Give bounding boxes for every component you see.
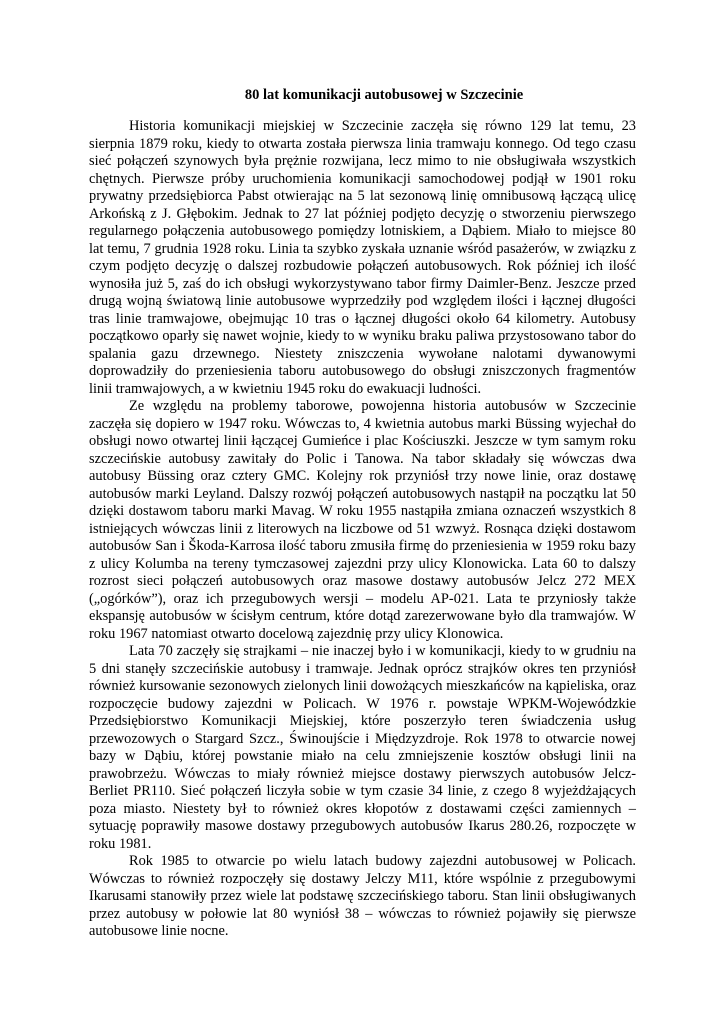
paragraph: Rok 1985 to otwarcie po wielu latach budowy zajezdni autobusowej w Policach. Wówczas to również rozpoczęły się dostawy Jelczy M11, które wspólnie z przegubowymi Ikarusami stanowiły przez wiele lat podstawę szczecińskiego taboru. Stan linii obsługiwanych przez autobusy w połowie lat 80 wyniósł 38 – wówczas to również pojawiły się pierwsze autobusowe linie nocne. (89, 853, 636, 939)
paragraph: Historia komunikacji miejskiej w Szczecinie zaczęła się równo 129 lat temu, 23 sierpnia 1879 roku, kiedy to otwarta została pierwsza linia tramwaju konnego. Od tego czasu sieć połączeń szynowych była prężnie rozwijana, lecz mimo to nie obsługiwała wszystkich chętnych. Pierwsze próby uruchomienia komunikacji samochodowej podjął w 1901 roku prywatny przedsiębiorca Pabst otwierając na 5 lat sezonową linię omnibusową łączącą ulicę Arkońską z J. Głębokim. Jednak to 27 lat później podjęto decyzję o stworzeniu pierwszego regularnego połączenia autobusowego pomiędzy lotniskiem, a Dąbiem. Miało to miejsce 80 lat temu, 7 grudnia 1928 roku. Linia ta szybko zyskała uznanie wśród pasażerów, w związku z czym podjęto decyzję o dalszej rozbudowie połączeń autobusowych. Rok później ich ilość wynosiła już 5, zaś do ich obsługi wykorzystywano tabor firmy Daimler-Benz. Jeszcze przed drugą wojną światową linie autobusowe wyprzedziły pod względem ilości i łącznej długości tras linie tramwajowe, obejmując 10 tras o łącznej długości około 64 kilometry. Autobusy początkowo oparły się nawet wojnie, kiedy to w wyniku braku paliwa przystosowano tabor do spalania gazu drzewnego. Niestety zniszczenia wywołane nalotami dywanowymi doprowadziły do przeniesienia taboru autobusowego do obsługi zniszczonych fragmentów linii tramwajowych, a w kwietniu 1945 roku do ewakuacji ludności. (89, 118, 636, 397)
paragraph: Ze względu na problemy taborowe, powojenna historia autobusów w Szczecinie zaczęła się dopiero w 1947 roku. Wówczas to, 4 kwietnia autobus marki Büssing wyjechał do obsługi nowo otwartej linii łączącej Gumieńce i plac Kościuszki. Jeszcze w tym samym roku szczecińskie autobusy zawitały do Polic i Tanowa. Na tabor składały się wówczas dwa autobusy Büssing oraz cztery GMC. Kolejny rok przyniósł trzy nowe linie, oraz dostawę autobusów marki Leyland. Dalszy rozwój połączeń autobusowych nastąpił na początku lat 50 dzięki dostawom taboru marki Mavag. W roku 1955 nastąpiła zmiana oznaczeń wszystkich 8 istniejących wówczas linii z literowych na liczbowe od 51 wzwyż. Rosnąca dzięki dostawom autobusów San i Škoda-Karrosa ilość taboru zmusiła firmę do przeniesienia w 1959 roku bazy z ulicy Kolumba na tereny tymczasowej zajezdni przy ulicy Klonowicka. Lata 60 to dalszy rozrost sieci połączeń autobusowych oraz masowe dostawy autobusów Jelcz 272 MEX („ogórków”), oraz ich przegubowych wersji – modelu AP-021. Lata te przyniosły także ekspansję autobusów w ścisłym centrum, które dotąd zarezerwowane było dla tramwajów. W roku 1967 natomiast otwarto docelową zajezdnię przy ulicy Klonowica. (89, 398, 636, 642)
document-title: 80 lat komunikacji autobusowej w Szczecinie (244, 87, 524, 103)
paragraph: Lata 70 zaczęły się strajkami – nie inaczej było i w komunikacji, kiedy to w grudniu na 5 dni stanęły szczecińskie autobusy i tramwaje. Jednak oprócz strajków okres ten przyniósł również kursowanie sezonowych zielonych linii dowożących mieszkańców na kąpieliska, oraz rozpoczęcie budowy zajezdni w Policach. W 1976 r. powstaje WPKM-Wojewódzkie Przedsiębiorstwo Komunikacji Miejskiej, które poszerzyło teren świadczenia usług przewozowych o Stargard Szcz., Świnoujście i Międzyzdroje. Rok 1978 to otwarcie nowej bazy w Dąbiu, której powstanie miało na celu zmniejszenie kosztów obsługi linii na prawobrzeżu. Wówczas to miały również miejsce dostawy pierwszych autobusów Jelcz-Berliet PR110. Sieć połączeń liczyła sobie w tym czasie 34 linie, z czego 8 wyjeżdżających poza miasto. Niestety był to również okres kłopotów z dostawami części zamiennych – sytuację poprawiły masowe dostawy przegubowych autobusów Ikarus 280.26, rozpoczęte w roku 1981. (89, 643, 636, 852)
document-body (89, 118, 636, 941)
